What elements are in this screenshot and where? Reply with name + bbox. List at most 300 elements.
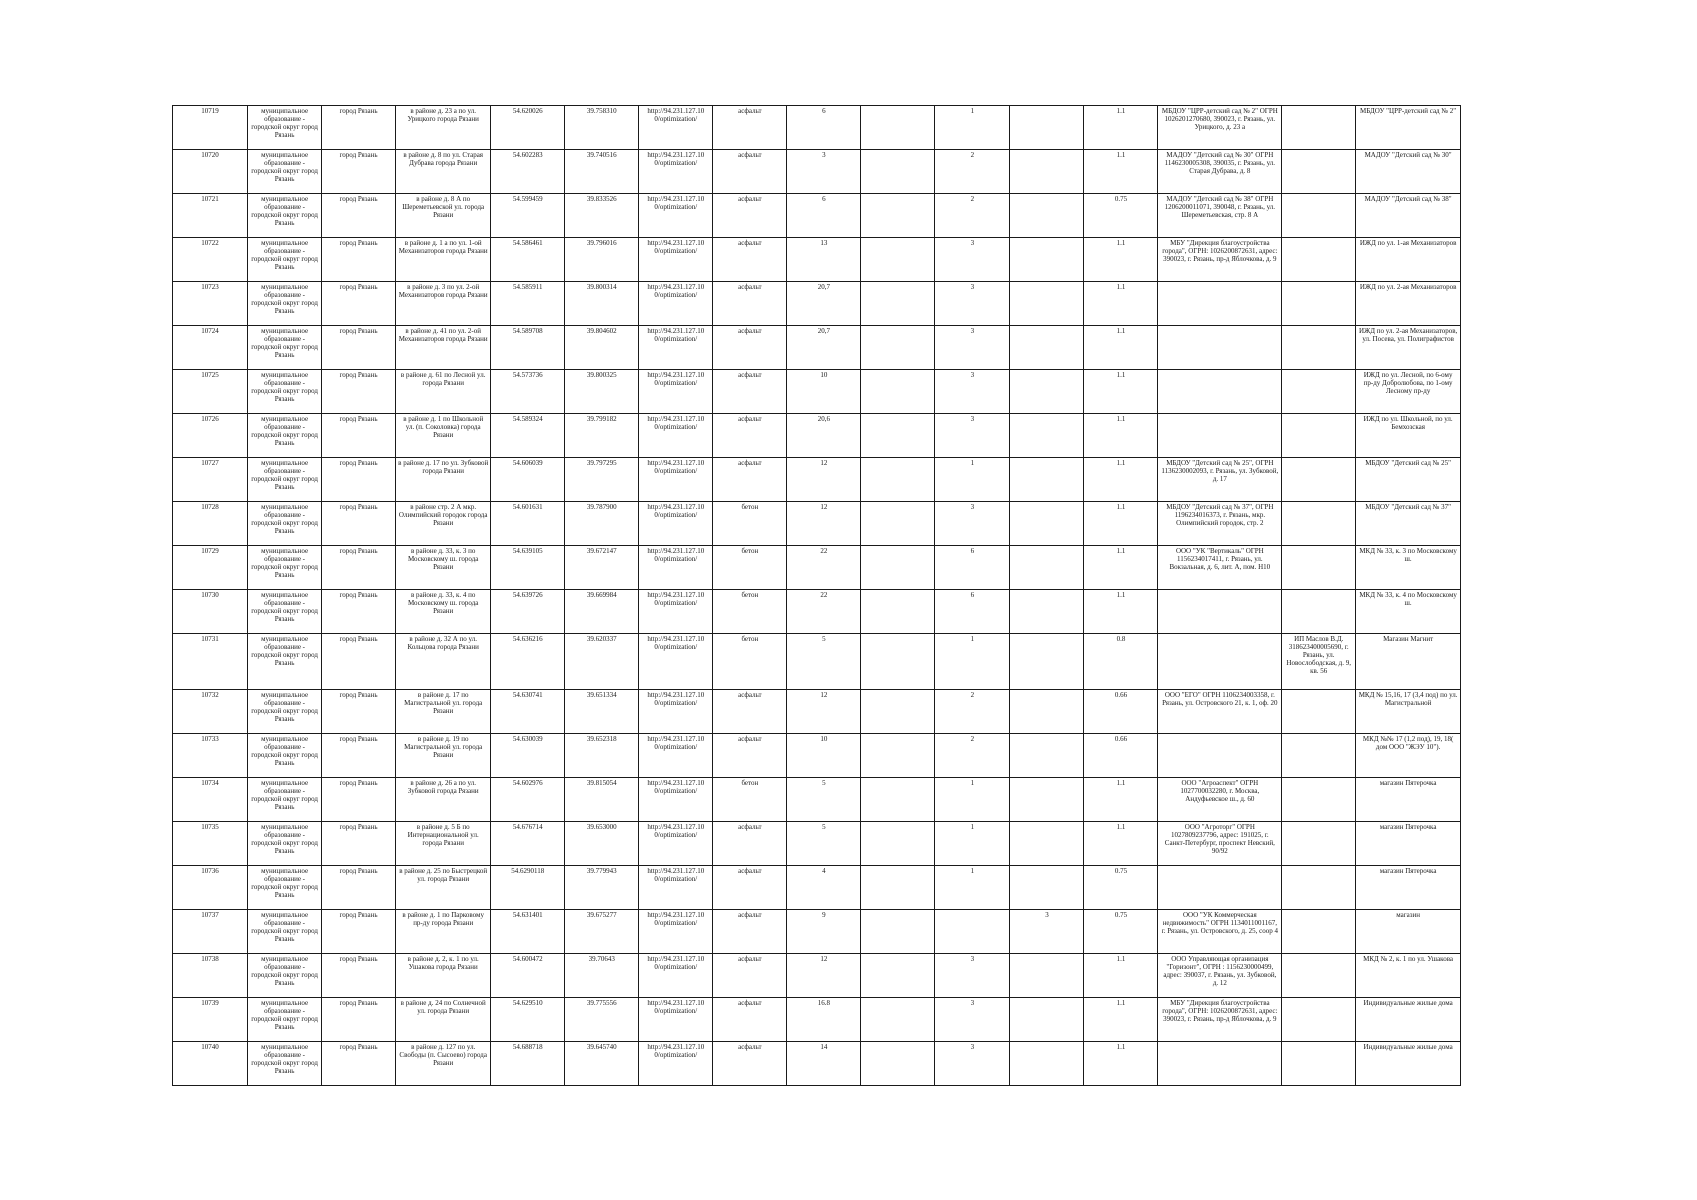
owner-info-cell: ООО "Агроаспект" ОГРН 1027700032280, г. Москва, Андуфьевское ш., д. 60 xyxy=(1158,778,1282,822)
container-volume-cell: 0.75 xyxy=(1084,866,1158,910)
entrepreneur-info-cell xyxy=(1282,546,1356,590)
scheme-link-cell[interactable]: http://94.231.127.10 0/optimization/ xyxy=(639,910,713,954)
bunker-count-cell xyxy=(1010,734,1084,778)
column-10-cell xyxy=(861,910,935,954)
surface-type-cell: бетон xyxy=(713,502,787,546)
registry-number-cell: 10734 xyxy=(173,778,248,822)
registry-number-cell: 10725 xyxy=(173,370,248,414)
longitude-cell: 39.740516 xyxy=(565,150,639,194)
owner-info-cell: ООО "ЕГО" ОГРН 1106234003358, г. Рязань, ул. Островского 21, к. 1, оф. 20 xyxy=(1158,690,1282,734)
longitude-cell: 39.645740 xyxy=(565,1042,639,1086)
container-count-cell: 1 xyxy=(935,822,1010,866)
column-10-cell xyxy=(861,546,935,590)
address-cell: в районе д. 5 Б по Интернациональной ул. города Рязани xyxy=(396,822,491,866)
container-count-cell: 3 xyxy=(935,282,1010,326)
container-volume-cell: 1.1 xyxy=(1084,778,1158,822)
column-10-cell xyxy=(861,634,935,690)
entrepreneur-info-cell xyxy=(1282,1042,1356,1086)
container-volume-cell: 1.1 xyxy=(1084,326,1158,370)
area-cell: 9 xyxy=(787,910,861,954)
bunker-count-cell xyxy=(1010,998,1084,1042)
column-10-cell xyxy=(861,458,935,502)
municipality-cell: муниципальное образование - городской округ город Рязань xyxy=(248,910,322,954)
settlement-cell: город Рязань xyxy=(322,910,396,954)
address-cell: в районе д. 1 по Школьной ул. (п. Соколовка) города Рязани xyxy=(396,414,491,458)
column-10-cell xyxy=(861,690,935,734)
address-cell: в районе д. 32 А по ул. Кольцова города Рязани xyxy=(396,634,491,690)
settlement-cell: город Рязань xyxy=(322,822,396,866)
address-cell: в районе д. 24 по Солнечной ул. города Рязани xyxy=(396,998,491,1042)
container-volume-cell: 1.1 xyxy=(1084,414,1158,458)
address-cell: в районе д. 17 по ул. Зубковой города Рязани xyxy=(396,458,491,502)
surface-type-cell: асфальт xyxy=(713,690,787,734)
area-cell: 22 xyxy=(787,546,861,590)
container-count-cell: 3 xyxy=(935,238,1010,282)
latitude-cell: 54.676714 xyxy=(491,822,565,866)
municipality-cell: муниципальное образование - городской округ город Рязань xyxy=(248,546,322,590)
settlement-cell: город Рязань xyxy=(322,502,396,546)
entrepreneur-info-cell xyxy=(1282,106,1356,150)
municipality-cell: муниципальное образование - городской округ город Рязань xyxy=(248,822,322,866)
surface-type-cell: бетон xyxy=(713,590,787,634)
registry-number-cell: 10721 xyxy=(173,194,248,238)
waste-source-cell: Индивидуальные жилые дома xyxy=(1356,1042,1461,1086)
owner-info-cell: ООО "УК Коммерческая недвижимость" ОГРН 1134011001167, г. Рязань, ул. Островского, д. 25, соор 4 xyxy=(1158,910,1282,954)
latitude-cell: 54.589324 xyxy=(491,414,565,458)
area-cell: 20,7 xyxy=(787,326,861,370)
container-volume-cell: 1.1 xyxy=(1084,238,1158,282)
entrepreneur-info-cell xyxy=(1282,150,1356,194)
waste-source-cell: ИЖД по ул. Школьной, по ул. Бемхозская xyxy=(1356,414,1461,458)
column-10-cell xyxy=(861,778,935,822)
settlement-cell: город Рязань xyxy=(322,194,396,238)
scheme-link-cell[interactable]: http://94.231.127.10 0/optimization/ xyxy=(639,954,713,998)
entrepreneur-info-cell xyxy=(1282,778,1356,822)
longitude-cell: 39.797295 xyxy=(565,458,639,502)
longitude-cell: 39.775556 xyxy=(565,998,639,1042)
container-volume-cell: 1.1 xyxy=(1084,546,1158,590)
owner-info-cell xyxy=(1158,634,1282,690)
column-10-cell xyxy=(861,502,935,546)
settlement-cell: город Рязань xyxy=(322,866,396,910)
address-cell: в районе д. 33, к. 3 по Московскому ш. города Рязани xyxy=(396,546,491,590)
scheme-link-cell[interactable]: http://94.231.127.10 0/optimization/ xyxy=(639,690,713,734)
table-row xyxy=(173,734,1461,778)
column-10-cell xyxy=(861,954,935,998)
longitude-cell: 39.815054 xyxy=(565,778,639,822)
waste-source-cell: Магазин Магнит xyxy=(1356,634,1461,690)
container-volume-cell: 1.1 xyxy=(1084,590,1158,634)
owner-info-cell: ООО "Агроторг" ОГРН 1027809237796, адрес: 191025, г. Санкт-Петербург, проспект Невский, 90/92 xyxy=(1158,822,1282,866)
longitude-cell: 39.758310 xyxy=(565,106,639,150)
bunker-count-cell xyxy=(1010,954,1084,998)
owner-info-cell xyxy=(1158,590,1282,634)
container-volume-cell: 0.75 xyxy=(1084,910,1158,954)
surface-type-cell: бетон xyxy=(713,634,787,690)
area-cell: 12 xyxy=(787,502,861,546)
surface-type-cell: бетон xyxy=(713,546,787,590)
latitude-cell: 54.631401 xyxy=(491,910,565,954)
owner-info-cell xyxy=(1158,734,1282,778)
bunker-count-cell xyxy=(1010,690,1084,734)
scheme-link-cell[interactable]: http://94.231.127.10 0/optimization/ xyxy=(639,370,713,414)
container-count-cell: 1 xyxy=(935,634,1010,690)
area-cell: 12 xyxy=(787,954,861,998)
registry-number-cell: 10738 xyxy=(173,954,248,998)
container-volume-cell: 1.1 xyxy=(1084,502,1158,546)
municipality-cell: муниципальное образование - городской округ город Рязань xyxy=(248,458,322,502)
longitude-cell: 39.796016 xyxy=(565,238,639,282)
settlement-cell: город Рязань xyxy=(322,590,396,634)
bunker-count-cell: 3 xyxy=(1010,910,1084,954)
container-count-cell: 3 xyxy=(935,370,1010,414)
address-cell: в районе д. 23 а по ул. Урицкого города Рязани xyxy=(396,106,491,150)
container-sites-table xyxy=(172,105,1461,1086)
scheme-link-cell[interactable]: http://94.231.127.10 0/optimization/ xyxy=(639,734,713,778)
longitude-cell: 39.799182 xyxy=(565,414,639,458)
latitude-cell: 54.585911 xyxy=(491,282,565,326)
scheme-link-cell[interactable]: http://94.231.127.10 0/optimization/ xyxy=(639,458,713,502)
scheme-link-cell[interactable]: http://94.231.127.10 0/optimization/ xyxy=(639,194,713,238)
latitude-cell: 54.606039 xyxy=(491,458,565,502)
table-row xyxy=(173,326,1461,370)
owner-info-cell: МБУ "Дирекция благоустройства города", ОГРН: 1026200872631, адрес: 390023, г. Рязань, пр-д Яблочкова, д. 9 xyxy=(1158,998,1282,1042)
longitude-cell: 39.653000 xyxy=(565,822,639,866)
owner-info-cell xyxy=(1158,282,1282,326)
settlement-cell: город Рязань xyxy=(322,370,396,414)
table-row xyxy=(173,1042,1461,1086)
scheme-link-cell[interactable]: http://94.231.127.10 0/optimization/ xyxy=(639,822,713,866)
address-cell: в районе д. 26 а по ул. Зубковой города Рязани xyxy=(396,778,491,822)
municipality-cell: муниципальное образование - городской округ город Рязань xyxy=(248,866,322,910)
scheme-link-cell[interactable]: http://94.231.127.10 0/optimization/ xyxy=(639,998,713,1042)
municipality-cell: муниципальное образование - городской округ город Рязань xyxy=(248,734,322,778)
container-count-cell: 3 xyxy=(935,1042,1010,1086)
area-cell: 10 xyxy=(787,734,861,778)
container-volume-cell: 0.66 xyxy=(1084,734,1158,778)
owner-info-cell xyxy=(1158,866,1282,910)
registry-number-cell: 10719 xyxy=(173,106,248,150)
bunker-count-cell xyxy=(1010,458,1084,502)
table-row xyxy=(173,282,1461,326)
column-10-cell xyxy=(861,106,935,150)
latitude-cell: 54.600472 xyxy=(491,954,565,998)
container-count-cell: 3 xyxy=(935,998,1010,1042)
container-count-cell: 3 xyxy=(935,954,1010,998)
container-count-cell: 1 xyxy=(935,778,1010,822)
settlement-cell: город Рязань xyxy=(322,414,396,458)
surface-type-cell: асфальт xyxy=(713,238,787,282)
registry-number-cell: 10735 xyxy=(173,822,248,866)
registry-number-cell: 10737 xyxy=(173,910,248,954)
surface-type-cell: бетон xyxy=(713,778,787,822)
waste-source-cell: ИЖД по ул. Лесной, по 6-ому пр-ду Добролюбова, по 1-ому Лесному пр-ду xyxy=(1356,370,1461,414)
owner-info-cell: МБДОУ "Детский сад № 37", ОГРН 1196234016373, г. Рязань, мкр. Олимпийский городок, стр. 2 xyxy=(1158,502,1282,546)
area-cell: 10 xyxy=(787,370,861,414)
longitude-cell: 39.800314 xyxy=(565,282,639,326)
column-10-cell xyxy=(861,866,935,910)
table-row xyxy=(173,370,1461,414)
registry-number-cell: 10736 xyxy=(173,866,248,910)
address-cell: в районе д. 61 по Лесной ул. города Рязани xyxy=(396,370,491,414)
surface-type-cell: асфальт xyxy=(713,150,787,194)
table-row xyxy=(173,458,1461,502)
municipality-cell: муниципальное образование - городской округ город Рязань xyxy=(248,502,322,546)
latitude-cell: 54.601631 xyxy=(491,502,565,546)
latitude-cell: 54.602976 xyxy=(491,778,565,822)
latitude-cell: 54.6290118 xyxy=(491,866,565,910)
address-cell: в районе д. 3 по ул. 2-ой Механизаторов города Рязани xyxy=(396,282,491,326)
longitude-cell: 39.70643 xyxy=(565,954,639,998)
owner-info-cell: МАДОУ "Детский сад № 38" ОГРН 1206200011071, 390048, г. Рязань, ул. Шереметьевская, стр. 8 А xyxy=(1158,194,1282,238)
settlement-cell: город Рязань xyxy=(322,282,396,326)
waste-source-cell: МАДОУ "Детский сад № 30" xyxy=(1356,150,1461,194)
scheme-link-cell[interactable]: http://94.231.127.10 0/optimization/ xyxy=(639,326,713,370)
bunker-count-cell xyxy=(1010,282,1084,326)
municipality-cell: муниципальное образование - городской округ город Рязань xyxy=(248,282,322,326)
entrepreneur-info-cell xyxy=(1282,910,1356,954)
container-volume-cell: 1.1 xyxy=(1084,458,1158,502)
scheme-link-cell[interactable]: http://94.231.127.10 0/optimization/ xyxy=(639,778,713,822)
surface-type-cell: асфальт xyxy=(713,734,787,778)
area-cell: 12 xyxy=(787,690,861,734)
bunker-count-cell xyxy=(1010,590,1084,634)
bunker-count-cell xyxy=(1010,866,1084,910)
area-cell: 12 xyxy=(787,458,861,502)
registry-number-cell: 10728 xyxy=(173,502,248,546)
registry-number-cell: 10720 xyxy=(173,150,248,194)
waste-source-cell: Индивидуальные жилые дома xyxy=(1356,998,1461,1042)
table-row xyxy=(173,414,1461,458)
table-row xyxy=(173,634,1461,690)
entrepreneur-info-cell xyxy=(1282,326,1356,370)
longitude-cell: 39.675277 xyxy=(565,910,639,954)
container-volume-cell: 0.66 xyxy=(1084,690,1158,734)
column-10-cell xyxy=(861,370,935,414)
address-cell: в районе д. 17 по Магистральной ул. города Рязани xyxy=(396,690,491,734)
column-10-cell xyxy=(861,734,935,778)
table-row xyxy=(173,822,1461,866)
container-count-cell: 1 xyxy=(935,866,1010,910)
column-10-cell xyxy=(861,590,935,634)
table-row xyxy=(173,502,1461,546)
registry-number-cell: 10724 xyxy=(173,326,248,370)
area-cell: 5 xyxy=(787,822,861,866)
table-row xyxy=(173,238,1461,282)
settlement-cell: город Рязань xyxy=(322,150,396,194)
owner-info-cell: МАДОУ "Детский сад № 30" ОГРН 1146230005308, 390035, г. Рязань, ул. Старая Дубрава, д. 8 xyxy=(1158,150,1282,194)
owner-info-cell: МБДОУ "Детский сад № 25", ОГРН 1136230002093, г. Рязань, ул. Зубковой, д. 17 xyxy=(1158,458,1282,502)
bunker-count-cell xyxy=(1010,326,1084,370)
entrepreneur-info-cell xyxy=(1282,502,1356,546)
column-10-cell xyxy=(861,1042,935,1086)
container-volume-cell: 0.75 xyxy=(1084,194,1158,238)
bunker-count-cell xyxy=(1010,502,1084,546)
address-cell: в районе д. 8 А по Шереметьевской ул. города Рязани xyxy=(396,194,491,238)
surface-type-cell: асфальт xyxy=(713,326,787,370)
waste-source-cell: МКД № 15,16, 17 (3,4 под) по ул. Магистральной xyxy=(1356,690,1461,734)
settlement-cell: город Рязань xyxy=(322,238,396,282)
table-row xyxy=(173,998,1461,1042)
area-cell: 5 xyxy=(787,778,861,822)
container-count-cell: 1 xyxy=(935,106,1010,150)
latitude-cell: 54.620026 xyxy=(491,106,565,150)
municipality-cell: муниципальное образование - городской округ город Рязань xyxy=(248,326,322,370)
registry-number-cell: 10730 xyxy=(173,590,248,634)
scheme-link-cell[interactable]: http://94.231.127.10 0/optimization/ xyxy=(639,1042,713,1086)
container-count-cell: 2 xyxy=(935,690,1010,734)
entrepreneur-info-cell xyxy=(1282,282,1356,326)
longitude-cell: 39.804602 xyxy=(565,326,639,370)
scheme-link-cell[interactable]: http://94.231.127.10 0/optimization/ xyxy=(639,150,713,194)
waste-source-cell: МБДОУ "ЦРР-детский сад № 2" xyxy=(1356,106,1461,150)
waste-source-cell: магазин Пятерочка xyxy=(1356,866,1461,910)
settlement-cell: город Рязань xyxy=(322,106,396,150)
table-row xyxy=(173,194,1461,238)
address-cell: в районе д. 19 по Магистральной ул. города Рязани xyxy=(396,734,491,778)
municipality-cell: муниципальное образование - городской округ город Рязань xyxy=(248,106,322,150)
address-cell: в районе д. 1 по Парковому пр-ду города Рязани xyxy=(396,910,491,954)
registry-number-cell: 10740 xyxy=(173,1042,248,1086)
surface-type-cell: асфальт xyxy=(713,458,787,502)
column-10-cell xyxy=(861,998,935,1042)
table-row xyxy=(173,106,1461,150)
waste-source-cell: ИЖД по ул. 1-ая Механизаторов xyxy=(1356,238,1461,282)
waste-source-cell: МБДОУ "Детский сад № 37" xyxy=(1356,502,1461,546)
container-volume-cell: 0.8 xyxy=(1084,634,1158,690)
table-row xyxy=(173,910,1461,954)
container-count-cell: 6 xyxy=(935,546,1010,590)
settlement-cell: город Рязань xyxy=(322,634,396,690)
owner-info-cell: ООО "УК "Вертикаль" ОГРН 1156234017411, г. Рязань, ул. Вокзальная, д. 6, лит. А, пом. Н10 xyxy=(1158,546,1282,590)
area-cell: 6 xyxy=(787,194,861,238)
bunker-count-cell xyxy=(1010,822,1084,866)
settlement-cell: город Рязань xyxy=(322,690,396,734)
bunker-count-cell xyxy=(1010,546,1084,590)
registry-number-cell: 10727 xyxy=(173,458,248,502)
latitude-cell: 54.636216 xyxy=(491,634,565,690)
area-cell: 16.8 xyxy=(787,998,861,1042)
waste-source-cell: МКД № 2, к. 1 по ул. Ушакова xyxy=(1356,954,1461,998)
scheme-link-cell[interactable]: http://94.231.127.10 0/optimization/ xyxy=(639,590,713,634)
scheme-link-cell[interactable]: http://94.231.127.10 0/optimization/ xyxy=(639,282,713,326)
owner-info-cell xyxy=(1158,370,1282,414)
table-row xyxy=(173,690,1461,734)
registry-number-cell: 10723 xyxy=(173,282,248,326)
waste-source-cell: магазин Пятерочка xyxy=(1356,822,1461,866)
entrepreneur-info-cell xyxy=(1282,998,1356,1042)
registry-number-cell: 10739 xyxy=(173,998,248,1042)
surface-type-cell: асфальт xyxy=(713,194,787,238)
scheme-link-cell[interactable]: http://94.231.127.10 0/optimization/ xyxy=(639,238,713,282)
address-cell: в районе д. 41 по ул. 2-ой Механизаторов города Рязани xyxy=(396,326,491,370)
address-cell: в районе д. 8 по ул. Старая Дубрава города Рязани xyxy=(396,150,491,194)
table-row xyxy=(173,590,1461,634)
scheme-link-cell[interactable]: http://94.231.127.10 0/optimization/ xyxy=(639,866,713,910)
address-cell: в районе д. 2, к. 1 по ул. Ушакова города Рязани xyxy=(396,954,491,998)
container-count-cell: 3 xyxy=(935,502,1010,546)
latitude-cell: 54.599459 xyxy=(491,194,565,238)
column-10-cell xyxy=(861,238,935,282)
settlement-cell: город Рязань xyxy=(322,998,396,1042)
municipality-cell: муниципальное образование - городской округ город Рязань xyxy=(248,414,322,458)
entrepreneur-info-cell xyxy=(1282,370,1356,414)
column-10-cell xyxy=(861,414,935,458)
bunker-count-cell xyxy=(1010,634,1084,690)
longitude-cell: 39.652318 xyxy=(565,734,639,778)
waste-source-cell: МБДОУ "Детский сад № 25" xyxy=(1356,458,1461,502)
entrepreneur-info-cell: ИП Маслов В.Д. 318623400005690, г. Рязань, ул. Новослободская, д. 9, кв. 56 xyxy=(1282,634,1356,690)
area-cell: 20,6 xyxy=(787,414,861,458)
bunker-count-cell xyxy=(1010,106,1084,150)
entrepreneur-info-cell xyxy=(1282,194,1356,238)
area-cell: 14 xyxy=(787,1042,861,1086)
municipality-cell: муниципальное образование - городской округ город Рязань xyxy=(248,778,322,822)
municipality-cell: муниципальное образование - городской округ город Рязань xyxy=(248,1042,322,1086)
bunker-count-cell xyxy=(1010,778,1084,822)
surface-type-cell: асфальт xyxy=(713,954,787,998)
container-count-cell: 3 xyxy=(935,326,1010,370)
registry-sheet xyxy=(172,105,1461,1086)
area-cell: 5 xyxy=(787,634,861,690)
settlement-cell: город Рязань xyxy=(322,1042,396,1086)
container-volume-cell: 1.1 xyxy=(1084,954,1158,998)
container-volume-cell: 1.1 xyxy=(1084,282,1158,326)
scheme-link-cell[interactable]: http://94.231.127.10 0/optimization/ xyxy=(639,414,713,458)
municipality-cell: муниципальное образование - городской округ город Рязань xyxy=(248,690,322,734)
bunker-count-cell xyxy=(1010,414,1084,458)
waste-source-cell: магазин xyxy=(1356,910,1461,954)
table-row xyxy=(173,866,1461,910)
table-row xyxy=(173,150,1461,194)
entrepreneur-info-cell xyxy=(1282,866,1356,910)
entrepreneur-info-cell xyxy=(1282,734,1356,778)
registry-number-cell: 10733 xyxy=(173,734,248,778)
container-volume-cell: 1.1 xyxy=(1084,1042,1158,1086)
latitude-cell: 54.573736 xyxy=(491,370,565,414)
container-volume-cell: 1.1 xyxy=(1084,370,1158,414)
column-10-cell xyxy=(861,150,935,194)
waste-source-cell: МАДОУ "Детский сад № 38" xyxy=(1356,194,1461,238)
surface-type-cell: асфальт xyxy=(713,106,787,150)
scheme-link-cell[interactable]: http://94.231.127.10 0/optimization/ xyxy=(639,634,713,690)
surface-type-cell: асфальт xyxy=(713,282,787,326)
container-count-cell: 2 xyxy=(935,150,1010,194)
bunker-count-cell xyxy=(1010,150,1084,194)
registry-number-cell: 10726 xyxy=(173,414,248,458)
area-cell: 20,7 xyxy=(787,282,861,326)
scheme-link-cell[interactable]: http://94.231.127.10 0/optimization/ xyxy=(639,546,713,590)
latitude-cell: 54.639105 xyxy=(491,546,565,590)
scheme-link-cell[interactable]: http://94.231.127.10 0/optimization/ xyxy=(639,106,713,150)
address-cell: в районе д. 25 по Быстрецкой ул. города Рязани xyxy=(396,866,491,910)
settlement-cell: город Рязань xyxy=(322,778,396,822)
waste-source-cell: ИЖД по ул. 2-ая Механизаторов, ул. Посева, ул. Полиграфистов xyxy=(1356,326,1461,370)
column-10-cell xyxy=(861,822,935,866)
surface-type-cell: асфальт xyxy=(713,998,787,1042)
address-cell: в районе стр. 2 А мкр. Олимпийский городок города Рязани xyxy=(396,502,491,546)
surface-type-cell: асфальт xyxy=(713,866,787,910)
scheme-link-cell[interactable]: http://94.231.127.10 0/optimization/ xyxy=(639,502,713,546)
table-body xyxy=(173,106,1461,1086)
settlement-cell: город Рязань xyxy=(322,326,396,370)
waste-source-cell: магазин Пятерочка xyxy=(1356,778,1461,822)
entrepreneur-info-cell xyxy=(1282,954,1356,998)
longitude-cell: 39.669984 xyxy=(565,590,639,634)
owner-info-cell xyxy=(1158,1042,1282,1086)
container-count-cell xyxy=(935,910,1010,954)
waste-source-cell: МКД № 33, к. 3 по Московскому ш. xyxy=(1356,546,1461,590)
